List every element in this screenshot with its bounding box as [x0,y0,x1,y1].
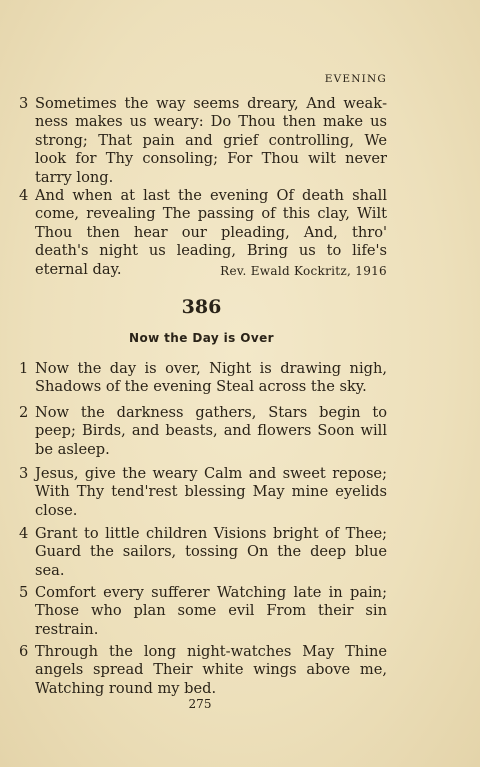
verse-text: Now the day is over, Night is drawing nigh, Shadows of the evening Steal across the sky. [35,360,387,396]
hymn-title: Now the Day is Over [129,331,274,345]
verse-text: Through the long night-watches May Thine angels spread Their white wings above me, Watching round my bed. [35,643,387,697]
verse-1 [19,360,387,397]
verse-number: 3 [19,465,29,482]
verse-3-prev-hymn [19,95,387,187]
verse-3 [19,465,387,520]
verse-text: Now the darkness gathers, Stars begin to peep; Birds, and beasts, and flowers Soon will be asleep. [35,404,387,458]
verse-2 [19,404,387,459]
verse-6 [19,643,387,698]
verse-4 [19,525,387,580]
verse-number: 1 [19,360,29,377]
author-attribution: Rev. Ewald Kockritz, 1916 [220,264,387,278]
verse-number: 5 [19,584,29,601]
verse-number: 4 [19,187,29,204]
section-header: EVENING [324,73,387,85]
verse-text: Sometimes the way seems dreary, And weakness makes us weary: Do Thou then make us strong; That pain and grief controlling, We look for Thy consoling; For Thou wilt never tarry long. [35,95,387,186]
verse-text: Jesus, give the weary Calm and sweet repose; With Thy tend'rest blessing May mine eyelids close. [35,465,387,519]
verse-text: Grant to little children Visions bright of Thee; Guard the sailors, tossing On the deep blue sea. [35,525,387,579]
verse-5 [19,584,387,639]
verse-number: 3 [19,95,29,112]
verse-number: 2 [19,404,29,421]
verse-number: 4 [19,525,29,542]
verse-number: 6 [19,643,29,660]
page-number: 275 [188,697,212,711]
verse-text: Comfort every sufferer Watching late in pain; Those who plan some evil From their sin restrain. [35,584,387,638]
hymn-number: 386 [181,296,222,318]
verse-text: And when at last the evening Of death shall come, revealing The passing of this clay, Wilt Thou then hear our pleading, And, thro' death's night us leading, Bring us to life's eternal day. [35,187,387,278]
